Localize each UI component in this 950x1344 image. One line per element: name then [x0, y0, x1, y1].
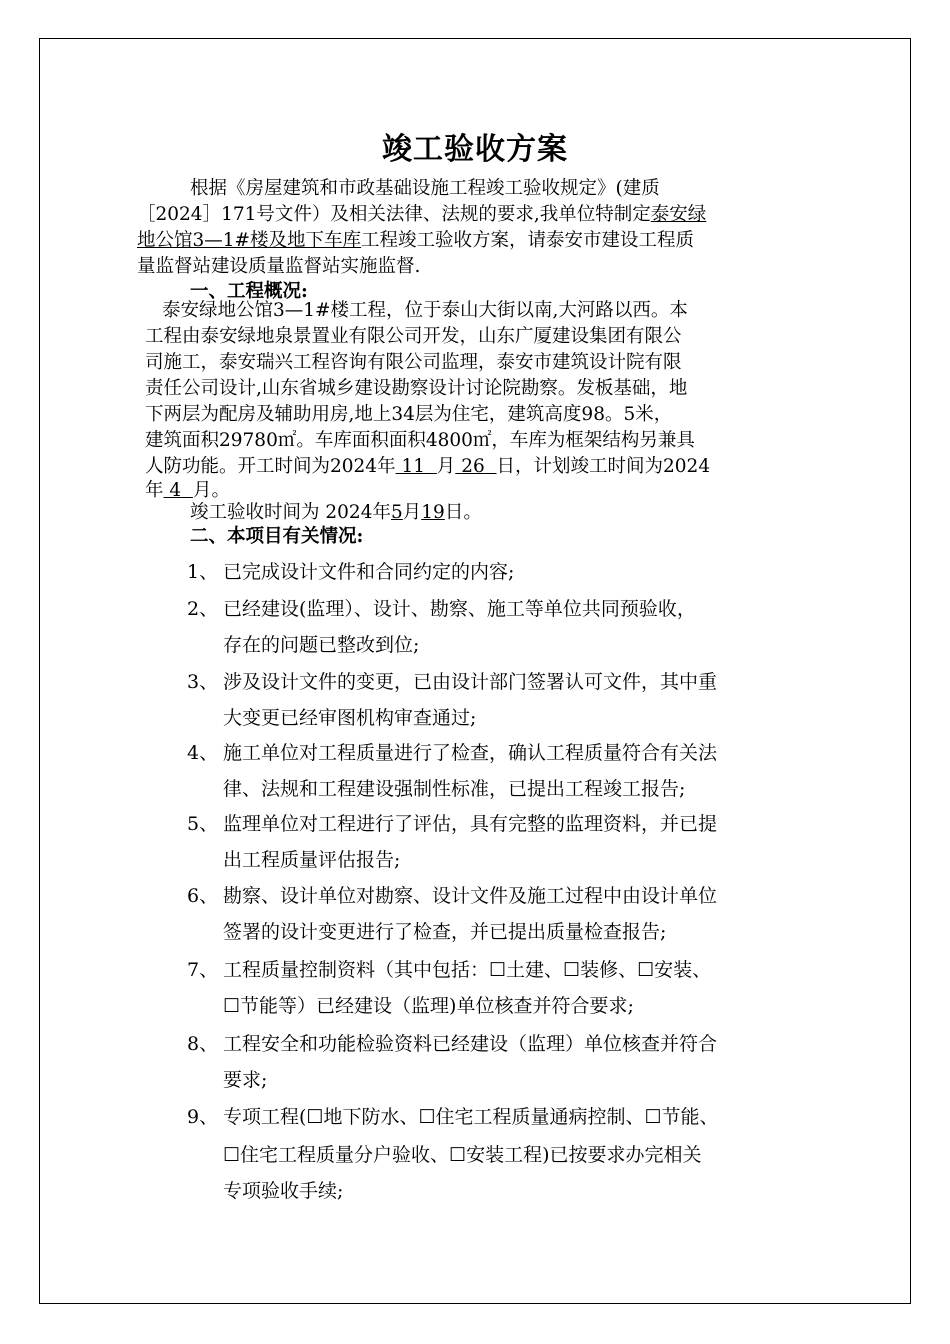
start-date-prefix: 人防功能。开工时间为2024年: [145, 456, 396, 477]
section-1-heading: 一、工程概况:: [190, 281, 308, 302]
list-item-continuation: 签署的设计变更进行了检查，并已提出质量检查报告;: [223, 921, 667, 943]
list-item: 2、 已经建设(监理）、设计、勘察、施工等单位共同预验收，: [187, 598, 696, 620]
acceptance-day: 19: [421, 502, 445, 523]
start-month: 11: [401, 456, 426, 477]
intro-line-4: 量监督站建设质量监督站实施监督.: [137, 256, 421, 277]
acceptance-date-prefix: 竣工验收时间为 2024年: [190, 502, 391, 523]
list-item: 6、 勘察、设计单位对勘察、设计文件及施工过程中由设计单位: [187, 885, 718, 907]
page-title: 竣工验收方案: [382, 132, 568, 167]
list-item-continuation: ☐节能等）已经建设（监理)单位核查并符合要求;: [223, 995, 634, 1017]
completion-month-label: 月。: [192, 480, 230, 501]
intro-line-2: [137, 202, 706, 228]
acceptance-date-line: [190, 500, 482, 526]
list-item: 8、 工程安全和功能检验资料已经建设（监理）单位核查并符合: [187, 1033, 718, 1055]
project-name-part-2: 地公馆3—1#楼及地下车库: [137, 230, 362, 251]
list-item-continuation: ☐住宅工程质量分户验收、☐安装工程)已按要求办完相关: [223, 1144, 702, 1166]
intro-line-2-text: ［2024］171号文件）及相关法律、法规的要求,我单位特制定: [137, 204, 651, 225]
list-item-continuation: 要求;: [223, 1069, 268, 1091]
list-item: 5、 监理单位对工程进行了评估，具有完整的监理资料，并已提: [187, 813, 718, 835]
list-item-continuation: 出工程质量评估报告;: [223, 849, 401, 871]
list-item-continuation: 存在的问题已整改到位;: [223, 634, 420, 656]
section-2-heading: 二、本项目有关情况:: [190, 526, 364, 547]
list-item-continuation: 大变更已经审图机构审查通过;: [223, 707, 477, 729]
overview-line-6: 建筑面积29780㎡。车库面积面积4800㎡，车库为框架结构另兼具: [145, 430, 695, 451]
list-item: 4、 施工单位对工程质量进行了检查，确认工程质量符合有关法: [187, 742, 718, 764]
completion-year-label: 年: [145, 480, 164, 501]
acceptance-month-label: 月: [402, 502, 422, 523]
acceptance-month: 5: [390, 502, 403, 523]
intro-line-1: 根据《房屋建筑和市政基础设施工程竣工验收规定》(建质: [190, 178, 660, 199]
overview-line-5: 下两层为配房及辅助用房,地上34层为住宅，建筑高度98。5米，: [145, 404, 673, 425]
list-item: 3、 涉及设计文件的变更，已由设计部门签署认可文件，其中重: [187, 671, 718, 693]
start-day: 26: [461, 456, 485, 477]
list-item: 9、 专项工程(☐地下防水、☐住宅工程质量通病控制、☐节能、: [187, 1106, 719, 1128]
overview-line-7: [145, 454, 710, 480]
overview-line-2: 工程由泰安绿地泉景置业有限公司开发，山东广厦建设集团有限公: [145, 326, 682, 347]
completion-month: 4: [169, 480, 182, 501]
project-name-part-1: 泰安绿: [650, 204, 707, 225]
intro-line-3: [137, 228, 694, 254]
intro-line-3-text: 工程竣工验收方案，请泰安市建设工程质: [361, 230, 695, 251]
overview-line-3: 司施工，泰安瑞兴工程咨询有限公司监理，泰安市建筑设计院有限: [145, 352, 682, 373]
list-item-continuation: 律、法规和工程建设强制性标准，已提出工程竣工报告;: [223, 778, 686, 800]
list-item-continuation: 专项验收手续;: [223, 1180, 344, 1202]
overview-line-4: 责任公司设计,山东省城乡建设勘察设计讨论院勘察。发板基础，地: [145, 378, 688, 399]
acceptance-day-label: 日。: [444, 502, 482, 523]
planned-completion-text: 日，计划竣工时间为2024: [496, 456, 711, 477]
list-item: 7、 工程质量控制资料（其中包括：☐土建、☐装修、☐安装、: [187, 959, 712, 981]
start-month-label: 月: [436, 456, 456, 477]
overview-line-1: 泰安绿地公馆3—1#楼工程，位于泰山大街以南,大河路以西。本: [162, 300, 688, 321]
list-item: 1、 已完成设计文件和合同约定的内容;: [187, 561, 515, 583]
